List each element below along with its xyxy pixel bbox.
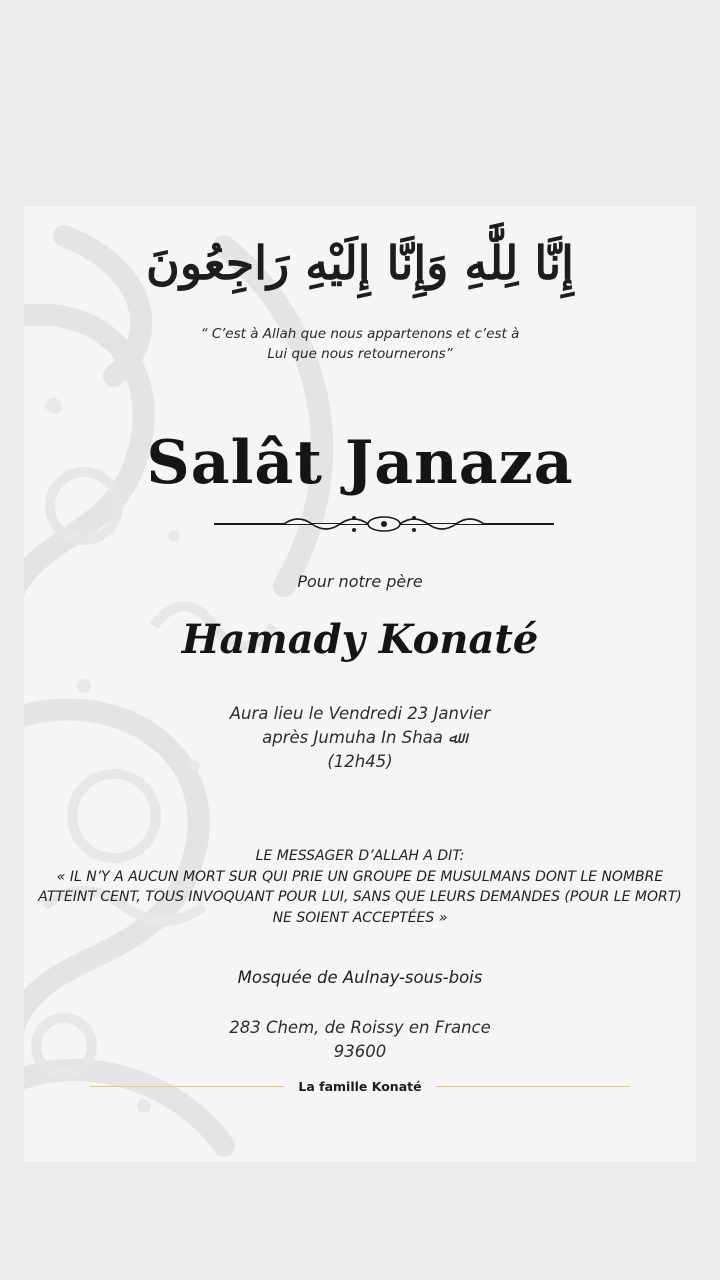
ceremony-time: (12h45) bbox=[327, 752, 393, 771]
gold-rule-right bbox=[436, 1086, 630, 1087]
page-title: Salât Janaza bbox=[146, 428, 574, 498]
ceremony-date: Aura lieu le Vendredi 23 Janvier bbox=[229, 704, 491, 723]
ornamental-divider bbox=[214, 512, 554, 536]
intro-text: Pour notre père bbox=[297, 572, 423, 591]
hadith-heading: LE MESSAGER D’ALLAH A DIT: bbox=[255, 848, 465, 864]
arabic-verse: إِنَّا لِلَّٰهِ وَإِنَّا إِلَيْهِ رَاجِعُونَ bbox=[146, 236, 574, 290]
mosque-name: Mosquée de Aulnay-sous-bois bbox=[237, 968, 483, 987]
ceremony-details bbox=[24, 702, 696, 774]
signature-row bbox=[90, 1076, 630, 1096]
announcement-card bbox=[24, 206, 696, 1162]
address-postcode: 93600 bbox=[333, 1042, 387, 1061]
deceased-name: Hamady Konaté bbox=[181, 616, 539, 663]
ceremony-timing: après Jumuha In Shaa ﷲ bbox=[262, 728, 458, 747]
hadith-block bbox=[28, 846, 692, 928]
family-signature: La famille Konaté bbox=[298, 1078, 422, 1094]
gold-rule-left bbox=[90, 1086, 284, 1087]
hadith-text: « IL N’Y A AUCUN MORT SUR QUI PRIE UN GROUPE DE MUSULMANS DONT LE NOMBRE ATTEINT CENT, TOUS INVOQUANT POUR LUI, SANS QUE LEURS DEMANDES (POUR LE MORT) NE SOIENT ACCEPTÉES » bbox=[38, 868, 682, 926]
mosque-address bbox=[24, 1016, 696, 1064]
verse-translation: “ C’est à Allah que nous appartenons et c’est à Lui que nous retournerons” bbox=[200, 326, 520, 362]
address-street: 283 Chem, de Roissy en France bbox=[229, 1018, 491, 1037]
